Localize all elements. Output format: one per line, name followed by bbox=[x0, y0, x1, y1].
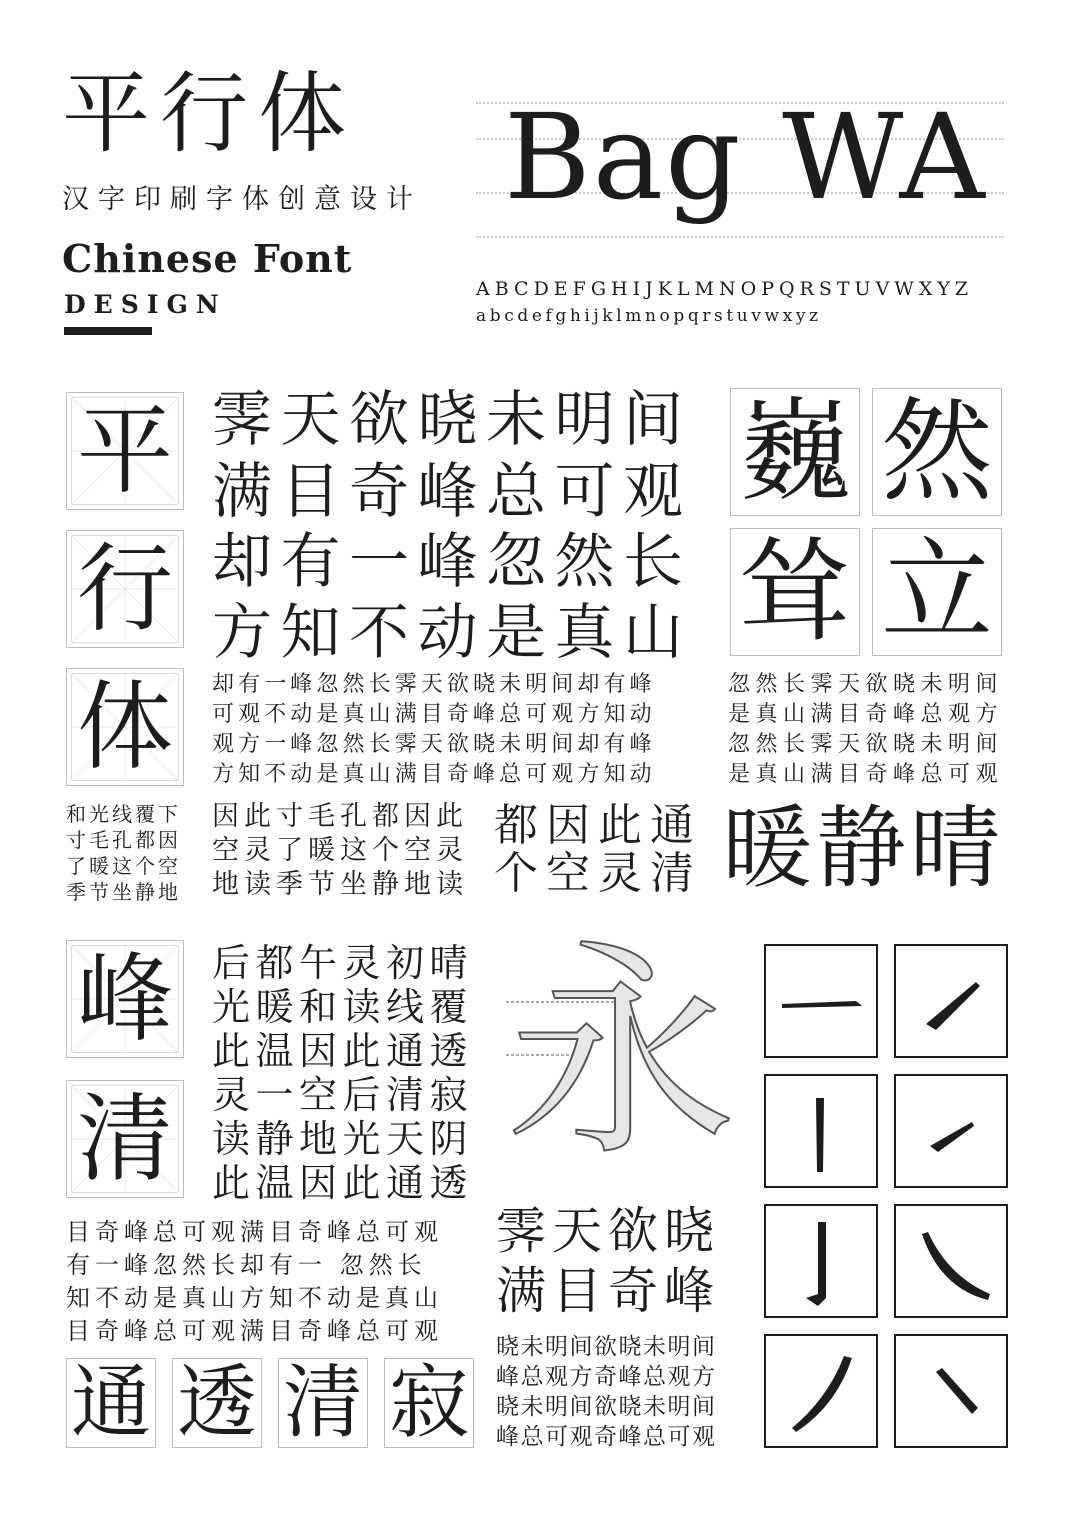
alphabet-lowercase: abcdefghijklmnopqrstuvwxyz bbox=[476, 306, 822, 326]
char-tile bbox=[66, 668, 184, 786]
poem-bottom-small: 峰总可观奇峰总可观 bbox=[496, 1424, 717, 1450]
tile-char: 清 bbox=[77, 1083, 173, 1195]
poem-small-line: 可观不动是真山满目奇峰总可观方知动 bbox=[212, 702, 656, 727]
stroke-shu-icon bbox=[766, 1076, 876, 1186]
poem-bottom-small: 晓未明间欲晓未明间 bbox=[496, 1334, 717, 1360]
char-tile bbox=[384, 1358, 474, 1448]
stroke-dian-icon bbox=[896, 1336, 1006, 1446]
lower-line: 此温因此通透 bbox=[212, 1161, 474, 1205]
stroke-pie-icon bbox=[766, 1336, 876, 1446]
poem-bottom-large: 霁天欲晓 bbox=[496, 1202, 720, 1260]
tiny-line: 季节坐静地 bbox=[66, 880, 181, 904]
lower-line: 光暖和读线覆 bbox=[212, 985, 474, 1029]
english-title: Chinese Font bbox=[62, 236, 353, 281]
stroke-ti-icon bbox=[896, 946, 1006, 1056]
mid-line: 因此寸毛孔都因此 bbox=[212, 801, 468, 832]
char-tile bbox=[66, 530, 184, 648]
mid-line: 地读季节坐静地读 bbox=[212, 869, 468, 900]
alphabet-uppercase: ABCDEFGHIJKLMNOPQRSTUVWXYZ bbox=[476, 278, 974, 300]
char-tile bbox=[278, 1358, 368, 1448]
poem-bottom-small: 晓未明间欲晓未明间 bbox=[496, 1394, 717, 1420]
stroke-shu-gou-icon bbox=[766, 1206, 876, 1316]
stroke-box-na bbox=[894, 1204, 1008, 1318]
stroke-box-heng bbox=[764, 944, 878, 1058]
poem-small-line: 方知不动是真山满目奇峰总可观方知动 bbox=[212, 762, 656, 787]
mid-large-line: 都因此通 bbox=[494, 800, 702, 851]
poem-bottom-small: 峰总观方奇峰总观方 bbox=[496, 1364, 717, 1390]
title-underline bbox=[64, 327, 152, 335]
tiny-line: 寸毛孔都因 bbox=[66, 828, 181, 852]
main-title: 平行体 bbox=[62, 62, 357, 165]
poem-small-line: 观方一峰忽然长霁天欲晓未明间却有峰 bbox=[212, 732, 656, 757]
poem-line: 霁天欲晓未明间 bbox=[212, 385, 692, 455]
char-tile bbox=[730, 388, 860, 516]
poem-bottom-large: 满目奇峰 bbox=[496, 1262, 720, 1320]
char-tile bbox=[66, 392, 184, 510]
char-tile bbox=[872, 388, 1002, 516]
lower-small-line: 有一峰忽然长却有一 忽然长 bbox=[66, 1251, 427, 1279]
stroke-ti-short-icon bbox=[896, 1076, 1006, 1186]
feature-char bbox=[496, 921, 746, 1188]
poem-line: 却有一峰忽然长 bbox=[212, 527, 692, 597]
headline-chars: 暖静晴 bbox=[722, 796, 1004, 901]
tiny-line: 和光线覆下 bbox=[66, 802, 181, 826]
lower-small-line: 目奇峰总可观满目奇峰总可观 bbox=[66, 1317, 443, 1345]
poem-small-line: 忽然长霁天欲晓未明间 bbox=[728, 732, 1004, 757]
lower-line: 读静地光天阴 bbox=[212, 1117, 474, 1161]
tile-char: 立 bbox=[881, 527, 993, 657]
char-tile bbox=[66, 1358, 156, 1448]
feature-glyph: 永 bbox=[505, 921, 736, 1188]
tile-char: 清 bbox=[283, 1356, 363, 1449]
stroke-box-pie bbox=[764, 1334, 878, 1448]
tile-char: 平 bbox=[77, 395, 173, 507]
char-tile bbox=[872, 528, 1002, 656]
tile-char: 峰 bbox=[77, 943, 173, 1055]
tile-char: 体 bbox=[77, 671, 173, 783]
char-tile bbox=[730, 528, 860, 656]
poem-line: 满目奇峰总可观 bbox=[212, 457, 692, 527]
mid-large-line: 个空灵清 bbox=[494, 848, 702, 899]
lower-line: 灵一空后清寂 bbox=[212, 1073, 474, 1117]
lower-small-line: 目奇峰总可观满目奇峰总可观 bbox=[66, 1218, 443, 1246]
guide-line bbox=[476, 236, 1004, 238]
latin-specimen bbox=[476, 88, 1004, 241]
stroke-box-dian bbox=[894, 1334, 1008, 1448]
lower-line: 后都午灵初晴 bbox=[212, 941, 474, 985]
specimen-text: Bag WA bbox=[504, 88, 987, 226]
stroke-box-ti bbox=[894, 944, 1008, 1058]
poem-small-line: 是真山满目奇峰总可观 bbox=[728, 762, 1004, 787]
tile-char: 耸 bbox=[739, 527, 851, 657]
subtitle: 汉字印刷字体创意设计 bbox=[62, 184, 422, 215]
tiny-line: 了暖这个空 bbox=[66, 854, 181, 878]
stroke-box-shu bbox=[764, 1074, 878, 1188]
tile-char: 行 bbox=[77, 533, 173, 645]
tile-char: 透 bbox=[177, 1356, 257, 1449]
poem-small-line: 忽然长霁天欲晓未明间 bbox=[728, 672, 1004, 697]
poem-small-line: 却有一峰忽然长霁天欲晓未明间却有峰 bbox=[212, 672, 656, 697]
lower-small-line: 知不动是真山方知不动是真山 bbox=[66, 1284, 443, 1312]
tile-char: 然 bbox=[881, 387, 993, 517]
char-tile bbox=[66, 1080, 184, 1198]
char-tile bbox=[66, 940, 184, 1058]
poem-line: 方知不动是真山 bbox=[212, 598, 692, 668]
tile-char: 通 bbox=[71, 1356, 151, 1449]
stroke-box-shu-gou bbox=[764, 1204, 878, 1318]
mid-line: 空灵了暖这个空灵 bbox=[212, 835, 468, 866]
stroke-na-icon bbox=[896, 1206, 1006, 1316]
tile-char: 寂 bbox=[389, 1356, 469, 1449]
char-tile bbox=[172, 1358, 262, 1448]
stroke-box-ti-short bbox=[894, 1074, 1008, 1188]
poem-small-line: 是真山满目奇峰总观方 bbox=[728, 702, 1004, 727]
english-subtitle: DESIGN bbox=[64, 290, 227, 319]
lower-line: 此温因此通透 bbox=[212, 1029, 474, 1073]
tile-char: 巍 bbox=[739, 387, 851, 517]
stroke-heng-icon bbox=[766, 946, 876, 1056]
